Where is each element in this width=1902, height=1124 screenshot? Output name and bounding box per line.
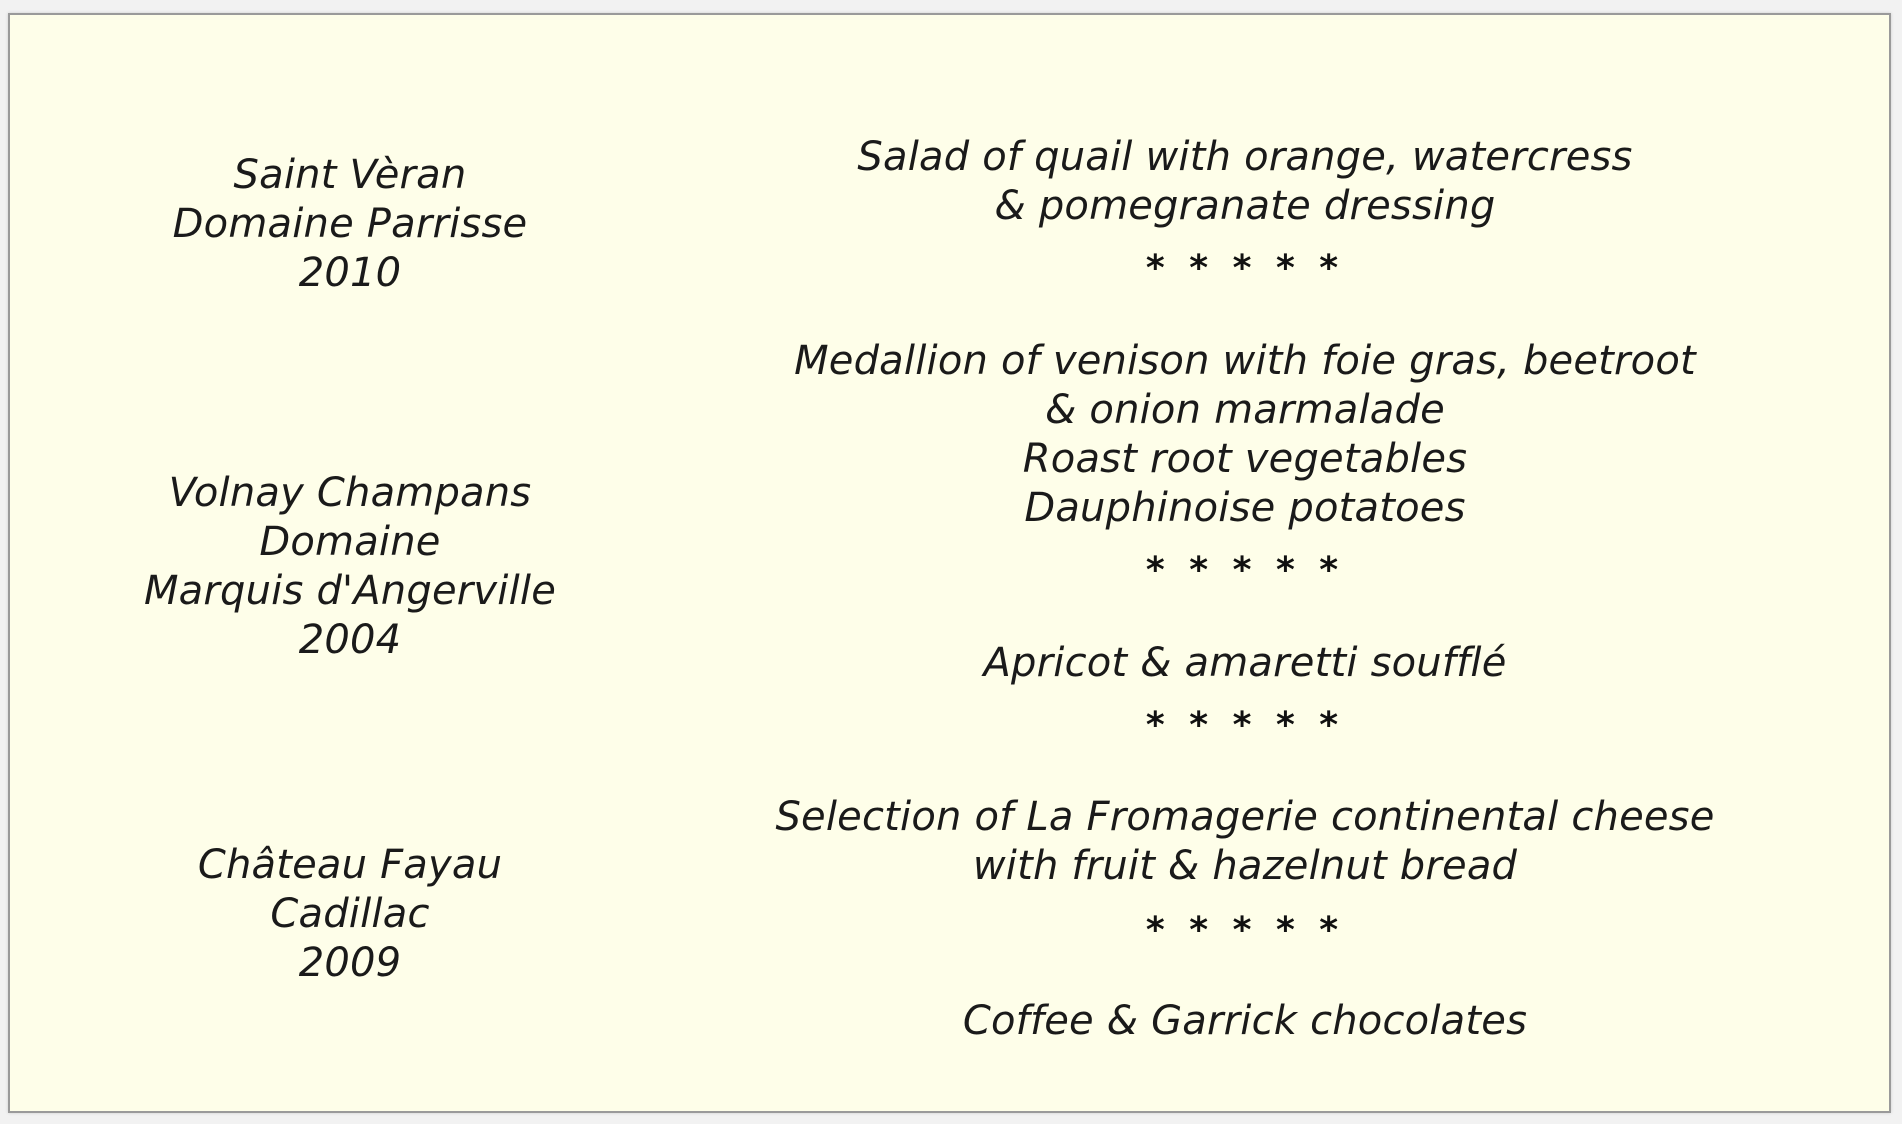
course-separator: * * * * * — [1145, 248, 1345, 289]
wine-vintage: 2010 — [298, 250, 402, 296]
wine-name: Château Fayau — [197, 842, 503, 888]
wine-name: Saint Vèran — [233, 152, 467, 198]
course-separator: * * * * * — [1145, 910, 1345, 951]
course-line: Dauphinoise potatoes — [1024, 485, 1466, 531]
wine-producer: Cadillac — [270, 891, 430, 937]
course-cheese — [670, 793, 1820, 891]
wine-producer: Marquis d'Angerville — [143, 568, 557, 614]
course-line: Coffee & Garrick chocolates — [962, 998, 1528, 1044]
menu-card — [8, 13, 1891, 1113]
course-line: Apricot & amaretti soufflé — [983, 640, 1507, 686]
course-line: with fruit & hazelnut bread — [972, 843, 1518, 889]
course-line: Salad of quail with orange, watercress — [857, 134, 1633, 180]
course-coffee — [670, 997, 1820, 1046]
course-separator: * * * * * — [1145, 705, 1345, 746]
course-line: Roast root vegetables — [1022, 436, 1468, 482]
course-separator: * * * * * — [1145, 550, 1345, 591]
wine-producer: Domaine Parrisse — [172, 201, 528, 247]
wine-volnay-champans — [70, 469, 630, 665]
course-starter — [670, 133, 1820, 231]
wine-vintage: 2004 — [298, 617, 402, 663]
course-line: & onion marmalade — [1045, 387, 1445, 433]
course-line: Selection of La Fromagerie continental cheese — [775, 794, 1715, 840]
wine-name: Volnay Champans — [168, 470, 532, 516]
wine-chateau-fayau — [70, 841, 630, 988]
wine-vintage: 2009 — [298, 940, 402, 986]
course-line: Medallion of venison with foie gras, beetroot — [794, 338, 1696, 384]
course-line: & pomegranate dressing — [994, 183, 1496, 229]
wine-producer: Domaine — [259, 519, 441, 565]
course-dessert — [670, 639, 1820, 688]
wine-saint-veran — [70, 151, 630, 298]
course-main — [670, 337, 1820, 533]
